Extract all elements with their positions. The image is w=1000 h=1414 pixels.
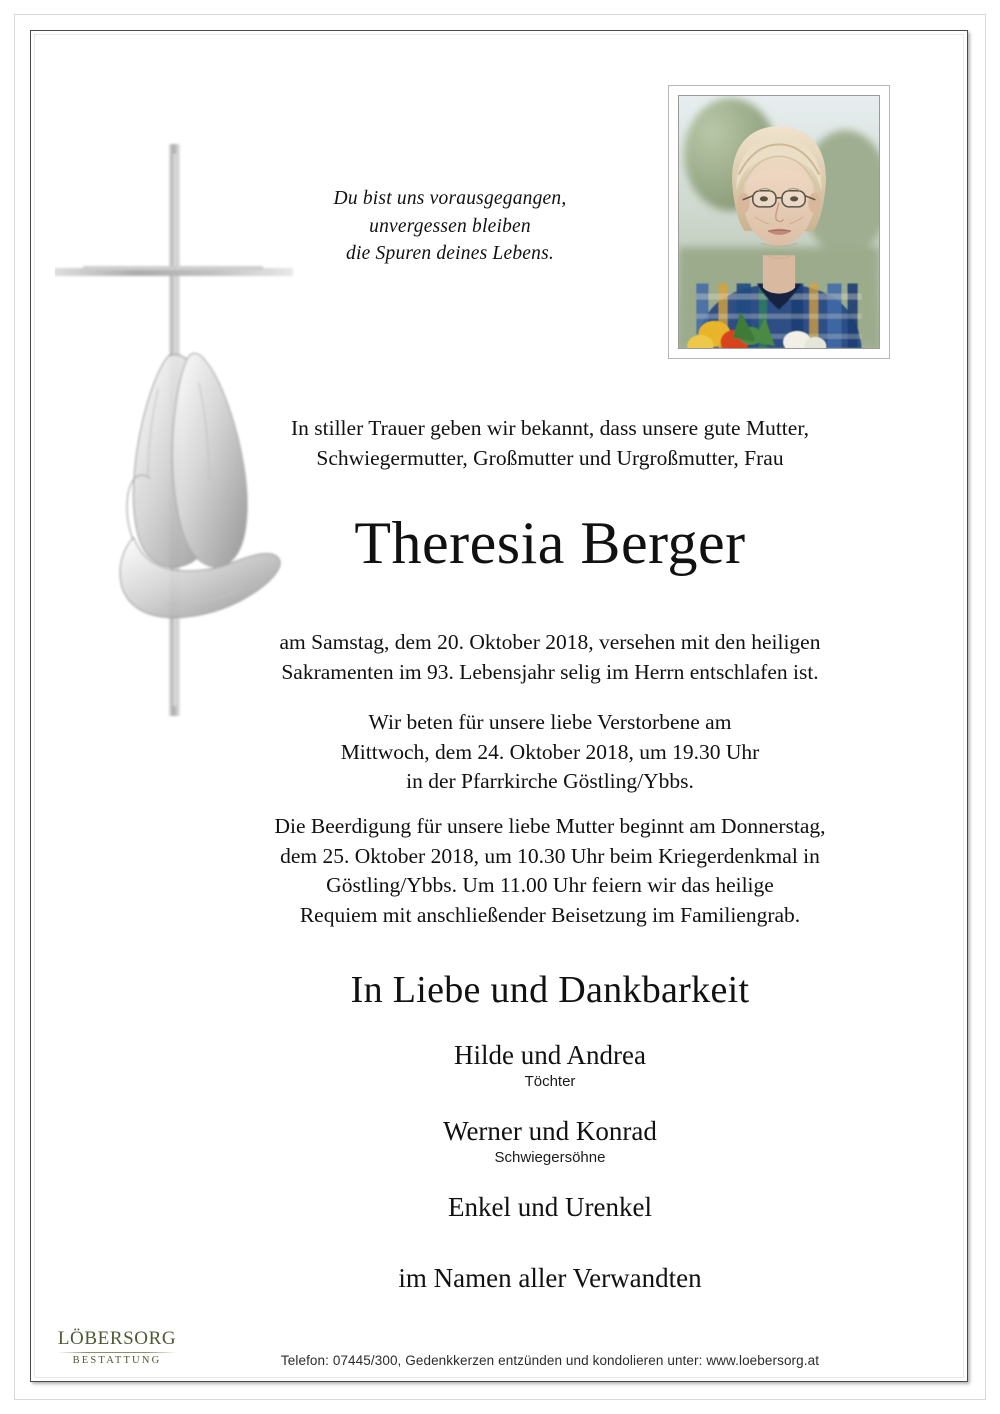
family-group-role: Schwiegersöhne: [494, 1149, 606, 1167]
burial-info-line-2: dem 25. Oktober 2018, um 10.30 Uhr beim Kriegerdenkmal in: [280, 843, 820, 868]
spacer: [170, 1223, 930, 1263]
prayer-info-line-2: Mittwoch, dem 24. Oktober 2018, um 19.30 Uhr: [340, 739, 760, 764]
memorial-verse: [250, 185, 650, 268]
verse-line-2: unvergessen bleiben: [369, 215, 531, 237]
burial-info-line-3: Göstling/Ybbs. Um 11.00 Uhr feiern wir das heilige: [326, 873, 774, 898]
prayer-info-line-1: Wir beten für unsere liebe Verstorbene am: [368, 710, 732, 734]
family-group-role: Töchter: [524, 1073, 576, 1091]
family-group-names: Enkel und Urenkel: [448, 1191, 652, 1222]
portrait-photo: [678, 95, 880, 349]
spacer: [170, 1094, 930, 1116]
deceased-name: Theresia Berger: [354, 510, 746, 576]
death-info-line-2: Sakramenten im 93. Lebensjahr selig im Herrn entschlafen ist.: [281, 659, 819, 684]
family-group-names: Hilde und Andrea: [454, 1040, 646, 1070]
burial-info-line-1: Die Beerdigung für unsere liebe Mutter beginnt am Donnerstag,: [274, 814, 826, 838]
family-survivors: [170, 1040, 930, 1294]
footer-contact-text: Telefon: 07445/300, Gedenkkerzen entzünden und kondolieren unter: www.loebersorg.at: [280, 1353, 820, 1368]
verse-line-1: Du bist uns vorausgegangen,: [333, 188, 567, 209]
burial-info-line-4: Requiem mit anschließender Beisetzung im Familiengrab.: [299, 902, 801, 927]
announcement-text: [170, 414, 930, 473]
portrait-frame: [668, 85, 890, 359]
logo-name: LÖBERSORG: [57, 1328, 177, 1349]
family-group-names: Werner und Konrad: [443, 1115, 657, 1146]
announcement-line-1: In stiller Trauer geben wir bekannt, dass unsere gute Mutter,: [290, 416, 809, 440]
burial-info: [170, 812, 930, 931]
announcement-line-2: Schwiegermutter, Großmutter und Urgroßmutter, Frau: [316, 445, 784, 470]
prayer-info-line-3: in der Pfarrkirche Göstling/Ybbs.: [406, 769, 694, 794]
logo-divider: [58, 1352, 176, 1353]
gratitude-heading: In Liebe und Dankbarkeit: [350, 969, 750, 1011]
death-info-text: [170, 628, 930, 687]
logo-subtitle: BESTATTUNG: [72, 1355, 162, 1366]
family-closing-line: im Namen aller Verwandten: [398, 1262, 702, 1293]
prayer-service-info: [170, 708, 930, 797]
verse-line-3: die Spuren deines Lebens.: [346, 243, 554, 265]
death-info-line-1: am Samstag, dem 20. Oktober 2018, versehen mit den heiligen: [279, 630, 821, 654]
spacer: [170, 1170, 930, 1192]
